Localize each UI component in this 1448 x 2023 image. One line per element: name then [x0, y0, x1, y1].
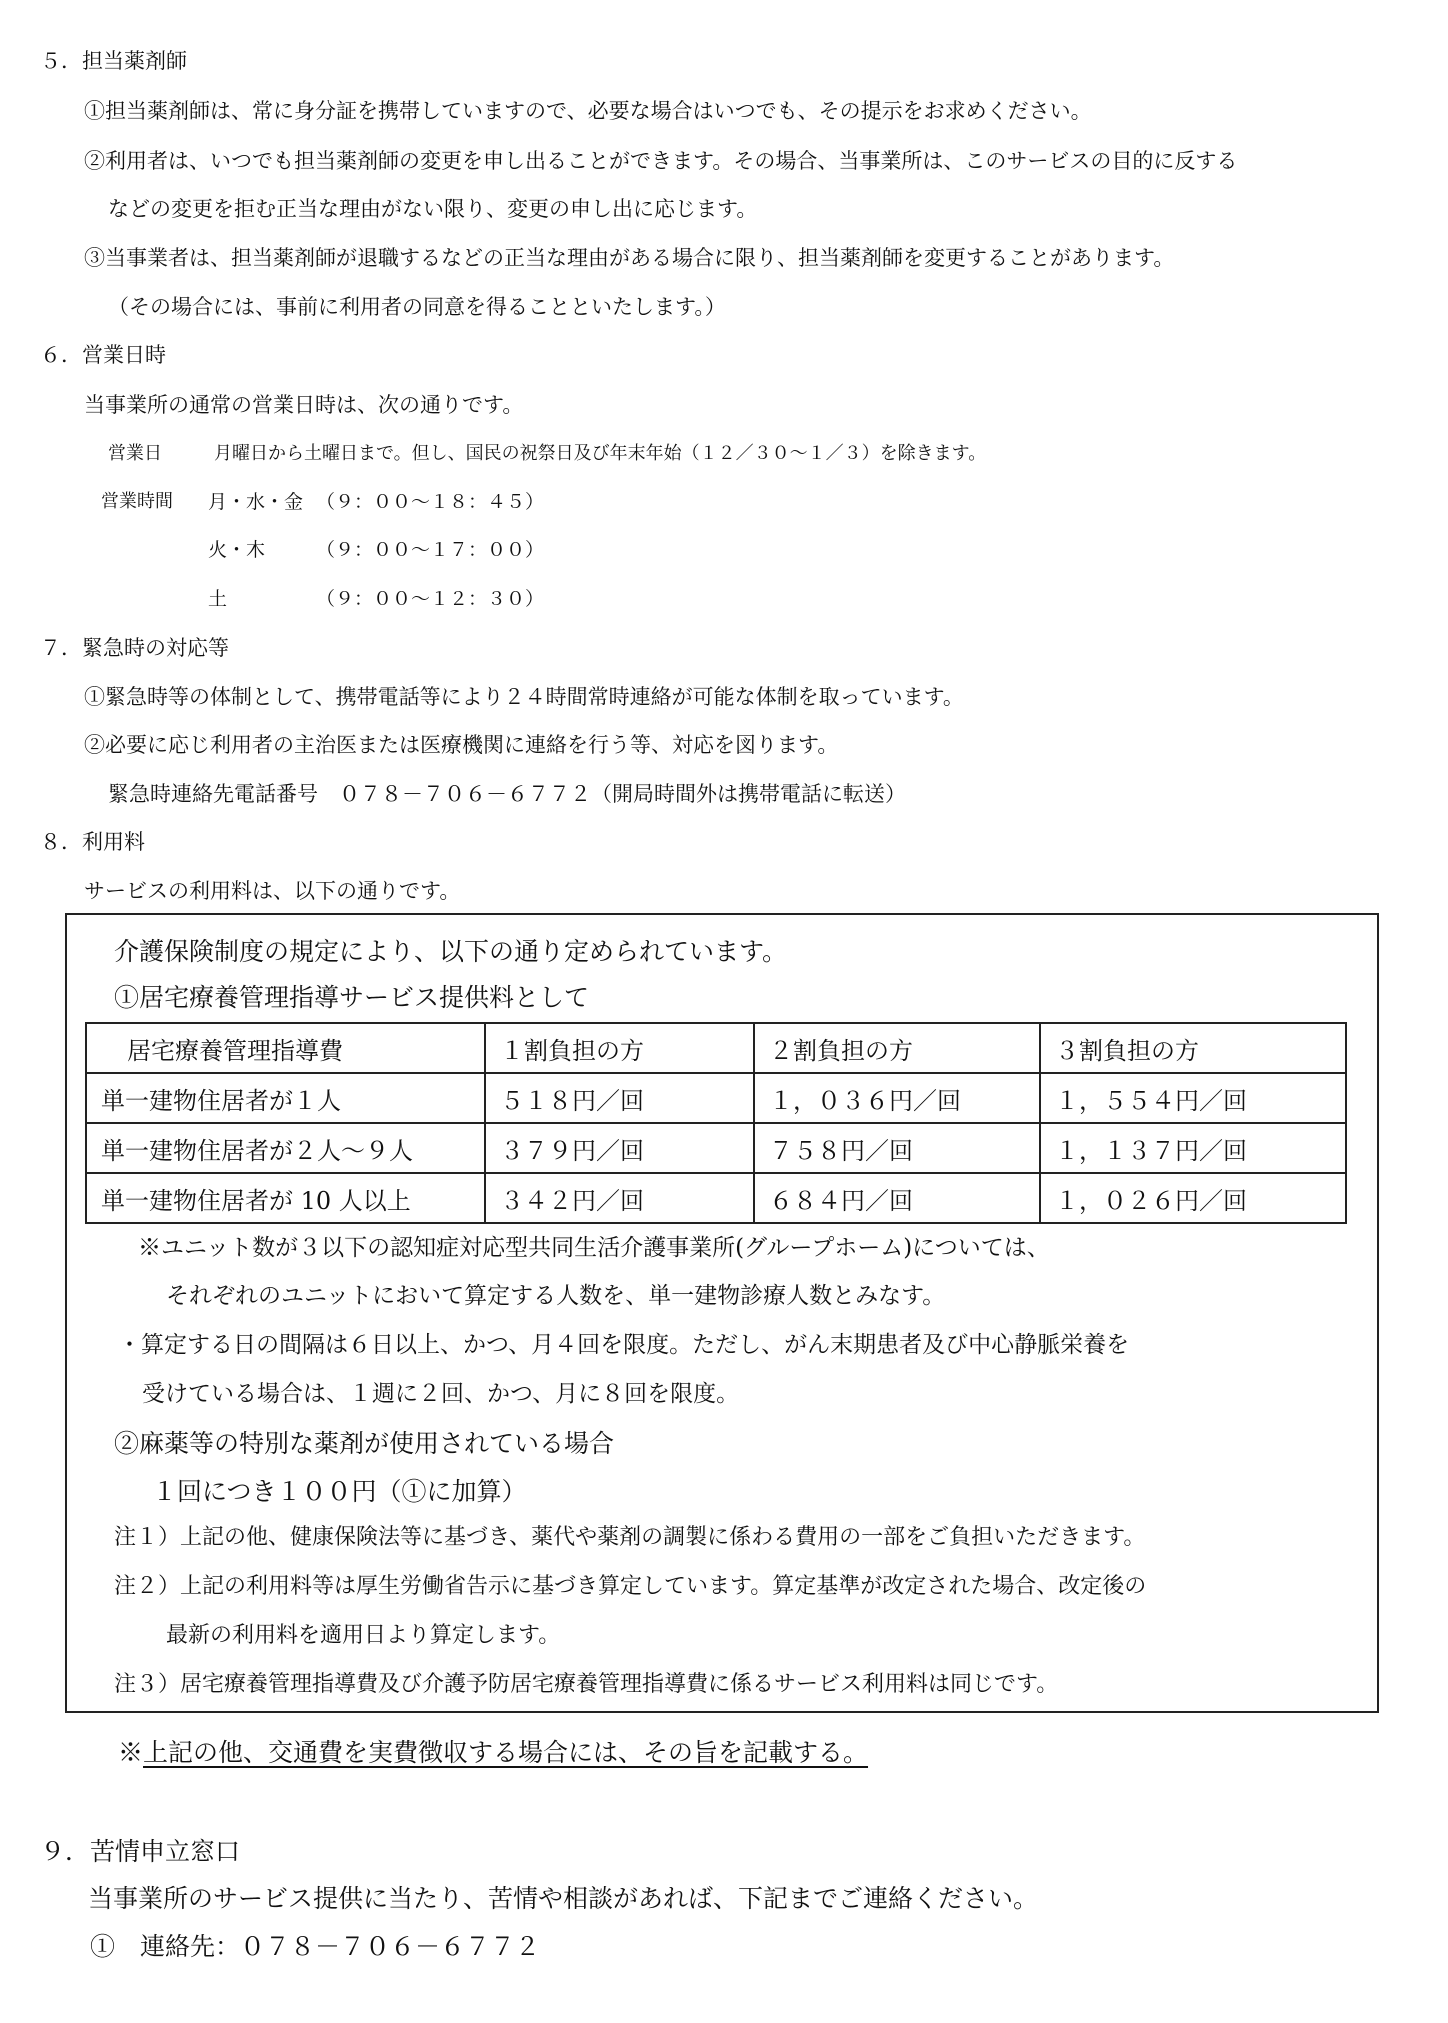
- transport-note-text: 上記の他、交通費を実費徴収する場合には、その旨を記載する。: [143, 1738, 869, 1767]
- table-cell: ５１８円／回: [485, 1073, 754, 1123]
- table-row: [86, 1173, 1346, 1223]
- section-8-heading: ８．利用料: [40, 830, 145, 854]
- table-cell: １，５５４円／回: [1040, 1073, 1346, 1123]
- footnote-2: 注２）上記の利用料等は厚生労働省告示に基づき算定しています。算定基準が改定された場合、改定後の: [114, 1574, 1147, 1599]
- fee-item-2-amount: １回につき１００円（①に加算）: [152, 1477, 527, 1506]
- note-interval-2: 受けている場合は、１週に２回、かつ、月に８回を限度。: [142, 1381, 740, 1407]
- table-cell: １，０２６円／回: [1040, 1173, 1346, 1223]
- section-7-heading: ７．緊急時の対応等: [40, 636, 229, 660]
- section-5-item-3: ③当事業者は、担当薬剤師が退職するなどの正当な理由がある場合に限り、担当薬剤師を変更することがあります。: [84, 246, 1175, 270]
- section-7-item-2: ②必要に応じ利用者の主治医または医療機関に連絡を行う等、対応を図ります。: [84, 733, 839, 757]
- hours-time-2: （９：００～１７：００）: [316, 539, 545, 561]
- table-cell: ７５８円／回: [754, 1123, 1040, 1173]
- footnote-1: 注１）上記の他、健康保険法等に基づき、薬代や薬剤の調製に係わる費用の一部をご負担いただきます。: [114, 1525, 1146, 1550]
- section-5-item-2-cont: などの変更を拒む正当な理由がない限り、変更の申し出に応じます。: [108, 197, 758, 221]
- section-5-heading: ５．担当薬剤師: [40, 49, 187, 73]
- complaint-contact: ① 連絡先：０７８－７０６－６７７２: [90, 1932, 541, 1961]
- hours-time-3: （９：００～１２：３０）: [316, 588, 545, 610]
- table-cell: 単一建物住居者が２人～９人: [86, 1123, 485, 1173]
- business-days-label: 営業日: [108, 443, 162, 464]
- fee-item-1: ①居宅療養管理指導サービス提供料として: [114, 983, 590, 1012]
- header-cell: １割負担の方: [485, 1023, 754, 1073]
- hours-time-1: （９：００～１８：４５）: [316, 491, 545, 513]
- section-7-item-1: ①緊急時等の体制として、携帯電話等により２４時間常時連絡が可能な体制を取っています。: [84, 685, 964, 709]
- header-cell: ２割負担の方: [754, 1023, 1040, 1073]
- hours-day-1: 月・水・金: [208, 491, 304, 513]
- footnote-2-cont: 最新の利用料を適用日より算定します。: [166, 1623, 561, 1648]
- section-9-heading: ９．苦情申立窓口: [40, 1837, 241, 1866]
- header-cell: ３割負担の方: [1040, 1023, 1346, 1073]
- table-cell: 単一建物住居者が１人: [86, 1073, 485, 1123]
- section-6-intro: 当事業所の通常の営業日時は、次の通りです。: [84, 393, 524, 417]
- note-interval-1: ・算定する日の間隔は６日以上、かつ、月４回を限度。ただし、がん末期患者及び中心静脈栄養を: [118, 1332, 1130, 1358]
- transport-note: [118, 1736, 868, 1770]
- section-5-item-3-note: （その場合には、事前に利用者の同意を得ることといたします。）: [108, 295, 726, 319]
- section-8-intro: サービスの利用料は、以下の通りです。: [84, 879, 461, 903]
- fee-table-header: [86, 1023, 1346, 1073]
- table-cell: ３７９円／回: [485, 1123, 754, 1173]
- note-unit-2: それぞれのユニットにおいて算定する人数を、単一建物診療人数とみなす。: [166, 1283, 946, 1309]
- business-hours-label: 営業時間: [101, 491, 173, 512]
- hours-day-2: 火・木: [208, 539, 266, 561]
- table-cell: 単一建物住居者が 10 人以上: [86, 1173, 485, 1223]
- section-9-intro: 当事業所のサービス提供に当たり、苦情や相談があれば、下記までご連絡ください。: [88, 1884, 1039, 1913]
- table-row: [86, 1123, 1346, 1173]
- fee-table: [85, 1022, 1347, 1224]
- fee-lead: 介護保険制度の規定により、以下の通り定められています。: [114, 937, 788, 966]
- emergency-phone: 緊急時連絡先電話番号 ０７８－７０６－６７７２（開局時間外は携帯電話に転送）: [108, 782, 906, 806]
- fee-item-2: ②麻薬等の特別な薬剤が使用されている場合: [114, 1429, 615, 1458]
- table-cell: ３４２円／回: [485, 1173, 754, 1223]
- footnote-3: 注３）居宅療養管理指導費及び介護予防居宅療養管理指導費に係るサービス利用料は同じです。: [114, 1672, 1059, 1697]
- hours-day-3: 土: [208, 588, 228, 610]
- header-cell: 居宅療養管理指導費: [86, 1023, 485, 1073]
- section-5-item-1: ①担当薬剤師は、常に身分証を携帯していますので、必要な場合はいつでも、その提示をお求めください。: [84, 99, 1092, 123]
- transport-note-mark: ※: [118, 1738, 144, 1767]
- business-days-value: 月曜日から土曜日まで。但し、国民の祝祭日及び年末年始（１２／３０～１／３）を除きます。: [214, 443, 987, 464]
- section-6-heading: ６．営業日時: [40, 343, 166, 367]
- table-row: [86, 1073, 1346, 1123]
- table-cell: １，１３７円／回: [1040, 1123, 1346, 1173]
- note-unit-1: ※ユニット数が３以下の認知症対応型共同生活介護事業所(グループホーム)については、: [138, 1235, 1050, 1261]
- section-5-item-2: ②利用者は、いつでも担当薬剤師の変更を申し出ることができます。その場合、当事業所は、このサービスの目的に反する: [84, 149, 1238, 173]
- table-cell: １，０３６円／回: [754, 1073, 1040, 1123]
- table-cell: ６８４円／回: [754, 1173, 1040, 1223]
